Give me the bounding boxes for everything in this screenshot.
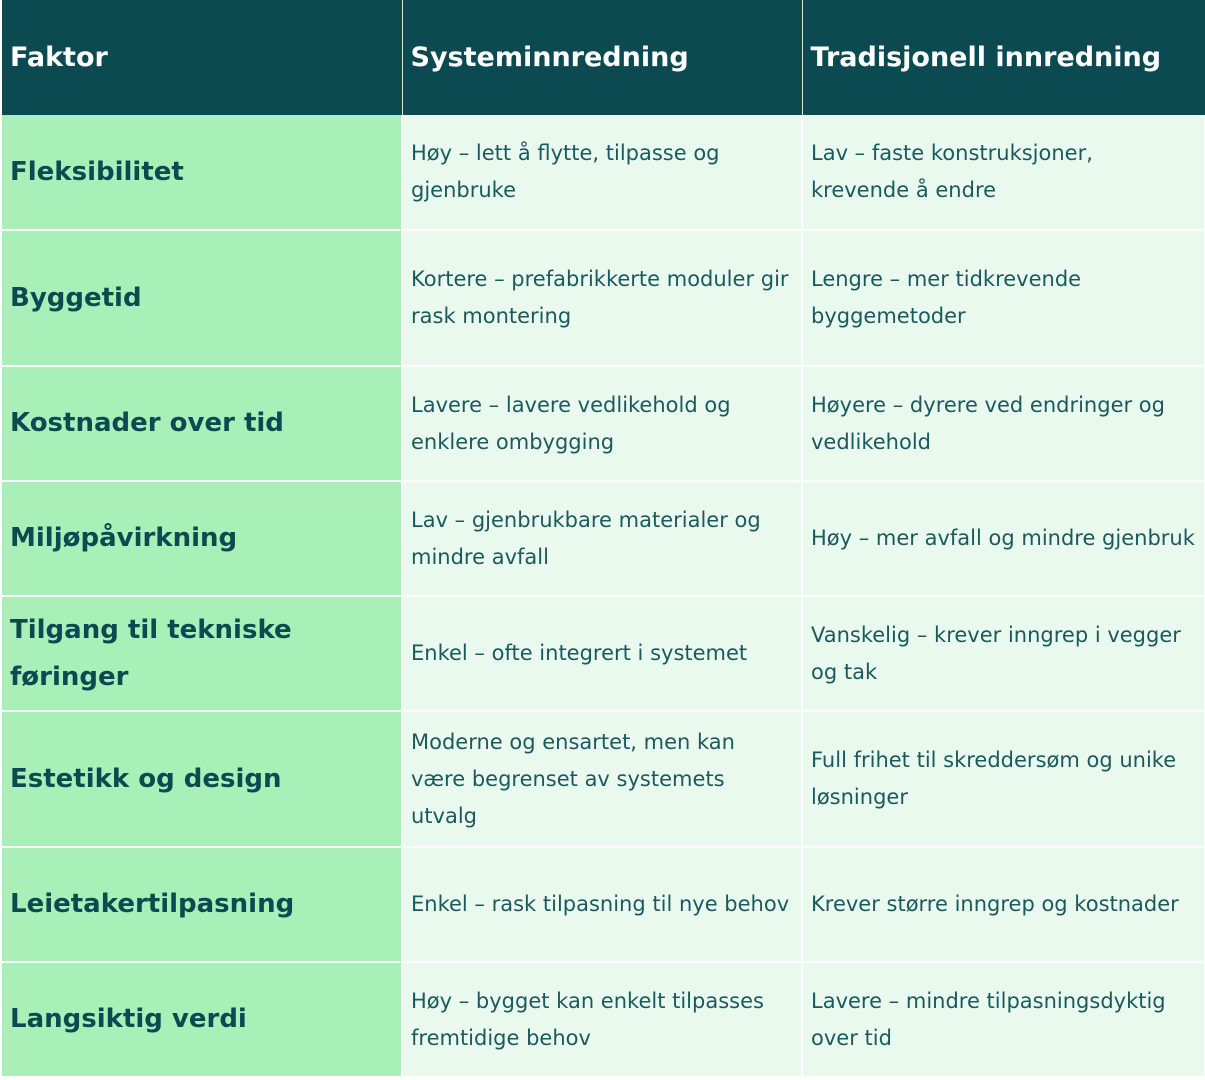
- table-row: [2, 847, 1205, 962]
- traditional-cell: Vanskelig – krever inngrep i vegger og tak: [802, 596, 1205, 711]
- system-cell: Enkel – rask tilpasning til nye behov: [402, 847, 802, 962]
- table-row: [2, 481, 1205, 596]
- system-cell: Enkel – ofte integrert i systemet: [402, 596, 802, 711]
- factor-cell: Langsiktig verdi: [2, 962, 402, 1077]
- traditional-cell: Krever større inngrep og kostnader: [802, 847, 1205, 962]
- column-header-tradisjonell: Tradisjonell innredning: [802, 0, 1205, 115]
- factor-cell: Byggetid: [2, 230, 402, 366]
- column-header-systeminnredning: Systeminnredning: [402, 0, 802, 115]
- traditional-cell: Høy – mer avfall og mindre gjenbruk: [802, 481, 1205, 596]
- table-row: [2, 366, 1205, 481]
- table-row: [2, 230, 1205, 366]
- system-cell: Lavere – lavere vedlikehold og enklere ombygging: [402, 366, 802, 481]
- system-cell: Høy – lett å flytte, tilpasse og gjenbruke: [402, 115, 802, 230]
- traditional-cell: Full frihet til skreddersøm og unike løsninger: [802, 711, 1205, 847]
- traditional-cell: Lengre – mer tidkrevende byggemetoder: [802, 230, 1205, 366]
- column-header-faktor: Faktor: [2, 0, 402, 115]
- factor-cell: Fleksibilitet: [2, 115, 402, 230]
- table-row: [2, 711, 1205, 847]
- system-cell: Høy – bygget kan enkelt tilpasses fremtidige behov: [402, 962, 802, 1077]
- table-header-row: [2, 0, 1205, 115]
- traditional-cell: Lavere – mindre tilpasningsdyktig over tid: [802, 962, 1205, 1077]
- table-row: [2, 596, 1205, 711]
- system-cell: Moderne og ensartet, men kan være begrenset av systemets utvalg: [402, 711, 802, 847]
- factor-cell: Kostnader over tid: [2, 366, 402, 481]
- factor-cell: Miljøpåvirkning: [2, 481, 402, 596]
- comparison-table: [2, 0, 1205, 1078]
- factor-cell: Estetikk og design: [2, 711, 402, 847]
- factor-cell: Leietakertilpasning: [2, 847, 402, 962]
- system-cell: Kortere – prefabrikkerte moduler gir rask montering: [402, 230, 802, 366]
- table-row: [2, 115, 1205, 230]
- traditional-cell: Høyere – dyrere ved endringer og vedlikehold: [802, 366, 1205, 481]
- traditional-cell: Lav – faste konstruksjoner, krevende å endre: [802, 115, 1205, 230]
- table-row: [2, 962, 1205, 1077]
- factor-cell: Tilgang til tekniske føringer: [2, 596, 402, 711]
- system-cell: Lav – gjenbrukbare materialer og mindre avfall: [402, 481, 802, 596]
